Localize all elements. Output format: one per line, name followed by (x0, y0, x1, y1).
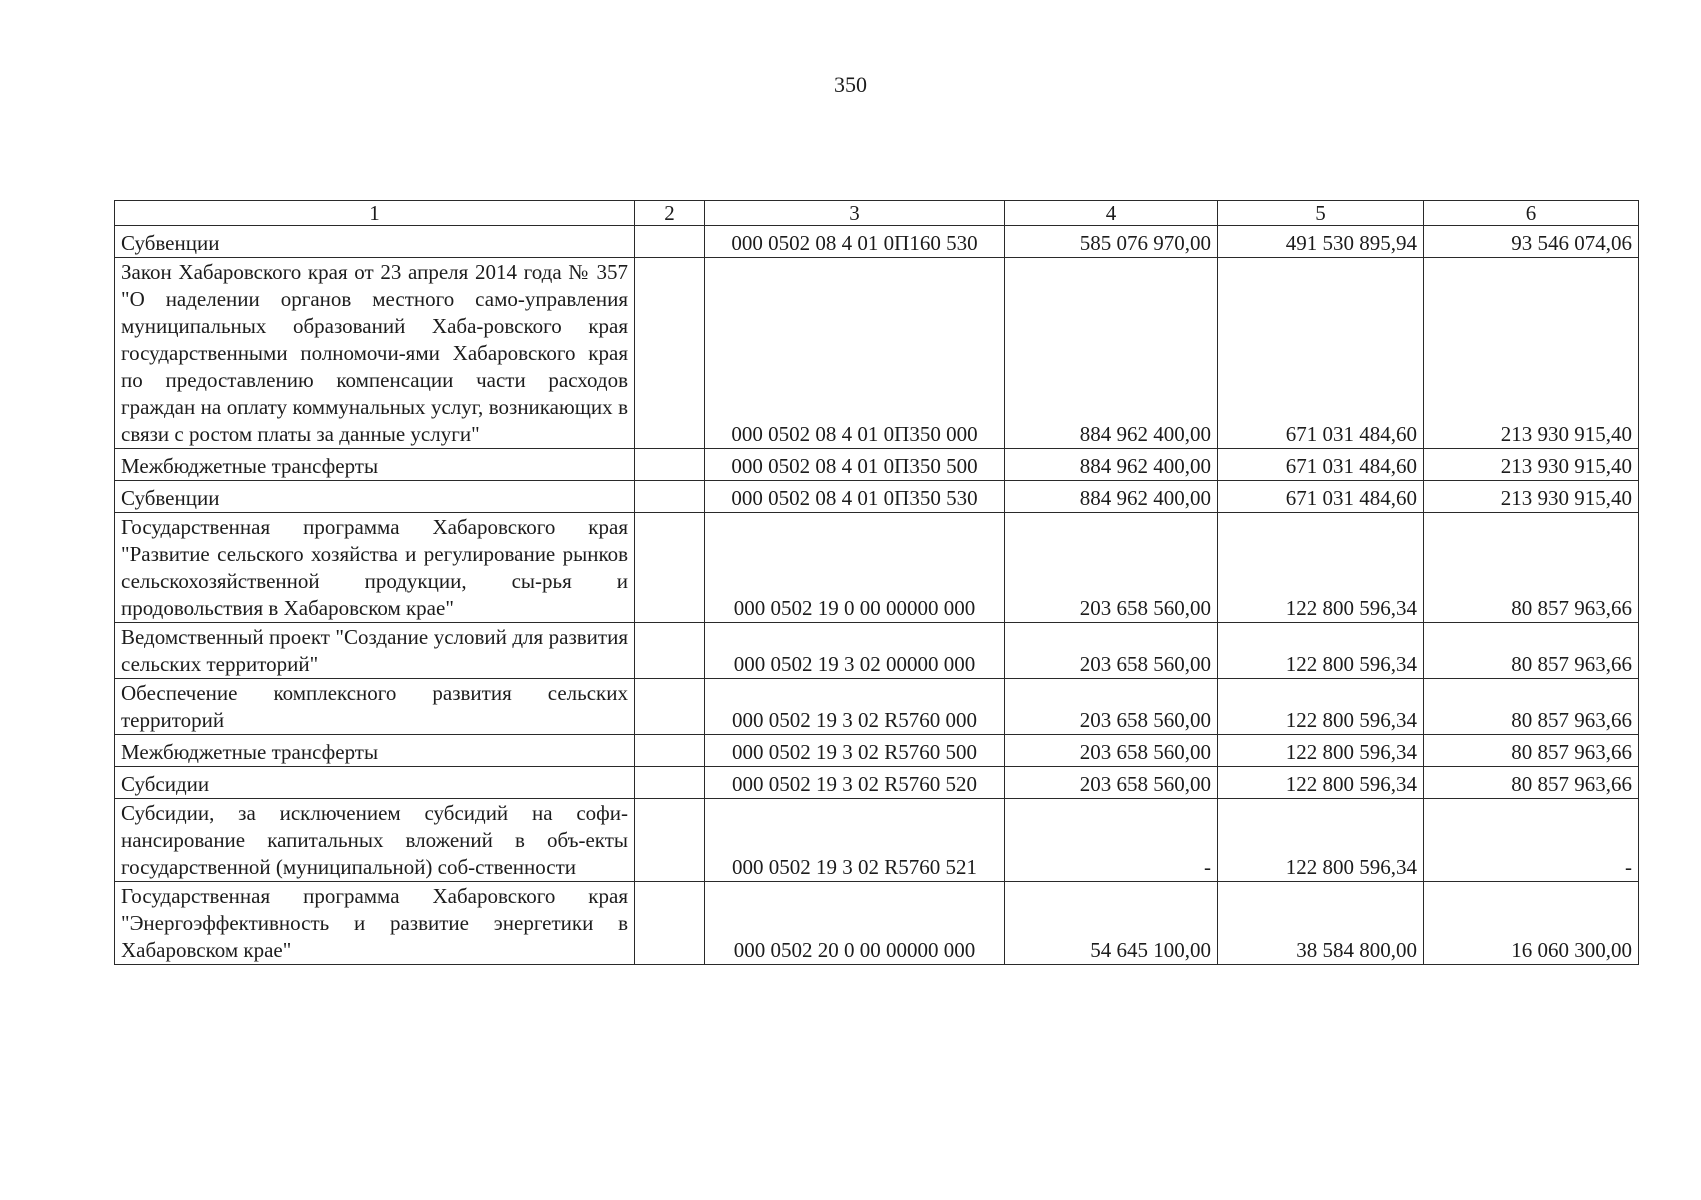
row-name: Межбюджетные трансферты (115, 735, 635, 767)
row-col6: 213 930 915,40 (1424, 481, 1639, 513)
row-name: Субсидии (115, 767, 635, 799)
row-code: 000 0502 08 4 01 0П350 530 (705, 481, 1005, 513)
row-col2 (635, 735, 705, 767)
row-col5: 122 800 596,34 (1218, 735, 1424, 767)
row-col5: 122 800 596,34 (1218, 513, 1424, 623)
row-name: Ведомственный проект "Создание условий для развития сельских территорий" (115, 623, 635, 679)
row-code: 000 0502 19 0 00 00000 000 (705, 513, 1005, 623)
row-col5: 38 584 800,00 (1218, 882, 1424, 965)
table-row (115, 623, 1639, 679)
row-col6: 80 857 963,66 (1424, 767, 1639, 799)
row-code: 000 0502 19 3 02 R5760 000 (705, 679, 1005, 735)
row-col5: 671 031 484,60 (1218, 481, 1424, 513)
table-row (115, 767, 1639, 799)
row-col4: 884 962 400,00 (1005, 481, 1218, 513)
row-code: 000 0502 08 4 01 0П350 500 (705, 449, 1005, 481)
row-col5: 122 800 596,34 (1218, 799, 1424, 882)
row-col2 (635, 767, 705, 799)
row-col2 (635, 226, 705, 258)
page-number: 350 (834, 72, 867, 97)
table-row (115, 513, 1639, 623)
header-cell-4: 4 (1005, 201, 1218, 226)
row-col4: 585 076 970,00 (1005, 226, 1218, 258)
row-code: 000 0502 20 0 00 00000 000 (705, 882, 1005, 965)
table-row (115, 481, 1639, 513)
row-col4: 203 658 560,00 (1005, 679, 1218, 735)
row-col2 (635, 481, 705, 513)
row-col2 (635, 799, 705, 882)
row-name: Субвенции (115, 481, 635, 513)
row-col4: 203 658 560,00 (1005, 767, 1218, 799)
row-col4: 884 962 400,00 (1005, 449, 1218, 481)
row-name: Государственная программа Хабаровского края "Развитие сельского хозяйства и регулирование рынков сельскохозяйственной продукции, сы-рья и продовольствия в Хабаровском крае" (115, 513, 635, 623)
row-col4: 203 658 560,00 (1005, 623, 1218, 679)
row-name: Субвенции (115, 226, 635, 258)
table-row (115, 735, 1639, 767)
row-name: Обеспечение комплексного развития сельских территорий (115, 679, 635, 735)
row-col4: - (1005, 799, 1218, 882)
row-col6: - (1424, 799, 1639, 882)
row-col4: 203 658 560,00 (1005, 513, 1218, 623)
row-col4: 54 645 100,00 (1005, 882, 1218, 965)
row-name: Закон Хабаровского края от 23 апреля 2014 года № 357 "О наделении органов местного само-управления муниципальных образований Хаба-ровского края государственными полномочи-ями Хабаровского края по предоставлению компенсации части расходов граждан на оплату коммунальных услуг, возникающих в связи с ростом платы за данные услуги" (115, 258, 635, 449)
row-col2 (635, 882, 705, 965)
table-row (115, 799, 1639, 882)
row-col2 (635, 258, 705, 449)
header-cell-3: 3 (705, 201, 1005, 226)
row-col2 (635, 513, 705, 623)
table-row (115, 226, 1639, 258)
row-col5: 671 031 484,60 (1218, 258, 1424, 449)
row-col6: 213 930 915,40 (1424, 449, 1639, 481)
row-code: 000 0502 19 3 02 R5760 500 (705, 735, 1005, 767)
row-col5: 671 031 484,60 (1218, 449, 1424, 481)
row-code: 000 0502 08 4 01 0П350 000 (705, 258, 1005, 449)
row-col2 (635, 679, 705, 735)
row-col6: 80 857 963,66 (1424, 735, 1639, 767)
row-col6: 213 930 915,40 (1424, 258, 1639, 449)
row-col5: 491 530 895,94 (1218, 226, 1424, 258)
row-col2 (635, 449, 705, 481)
budget-table (114, 200, 1639, 965)
row-col5: 122 800 596,34 (1218, 623, 1424, 679)
table-row (115, 258, 1639, 449)
header-row (115, 201, 1639, 226)
row-col6: 80 857 963,66 (1424, 623, 1639, 679)
row-code: 000 0502 19 3 02 R5760 521 (705, 799, 1005, 882)
row-code: 000 0502 08 4 01 0П160 530 (705, 226, 1005, 258)
row-col4: 203 658 560,00 (1005, 735, 1218, 767)
row-code: 000 0502 19 3 02 R5760 520 (705, 767, 1005, 799)
row-col4: 884 962 400,00 (1005, 258, 1218, 449)
row-col5: 122 800 596,34 (1218, 679, 1424, 735)
table-row (115, 449, 1639, 481)
row-name: Государственная программа Хабаровского края "Энергоэффективность и развитие энергетики в Хабаровском крае" (115, 882, 635, 965)
row-col2 (635, 623, 705, 679)
header-cell-2: 2 (635, 201, 705, 226)
row-col5: 122 800 596,34 (1218, 767, 1424, 799)
table-row (115, 882, 1639, 965)
row-col6: 80 857 963,66 (1424, 513, 1639, 623)
row-code: 000 0502 19 3 02 00000 000 (705, 623, 1005, 679)
row-name: Межбюджетные трансферты (115, 449, 635, 481)
table-row (115, 679, 1639, 735)
header-cell-5: 5 (1218, 201, 1424, 226)
header-cell-1: 1 (115, 201, 635, 226)
row-col6: 80 857 963,66 (1424, 679, 1639, 735)
header-cell-6: 6 (1424, 201, 1639, 226)
row-name: Субсидии, за исключением субсидий на софи-нансирование капитальных вложений в объ-екты государственной (муниципальной) соб-ственности (115, 799, 635, 882)
row-col6: 16 060 300,00 (1424, 882, 1639, 965)
row-col6: 93 546 074,06 (1424, 226, 1639, 258)
